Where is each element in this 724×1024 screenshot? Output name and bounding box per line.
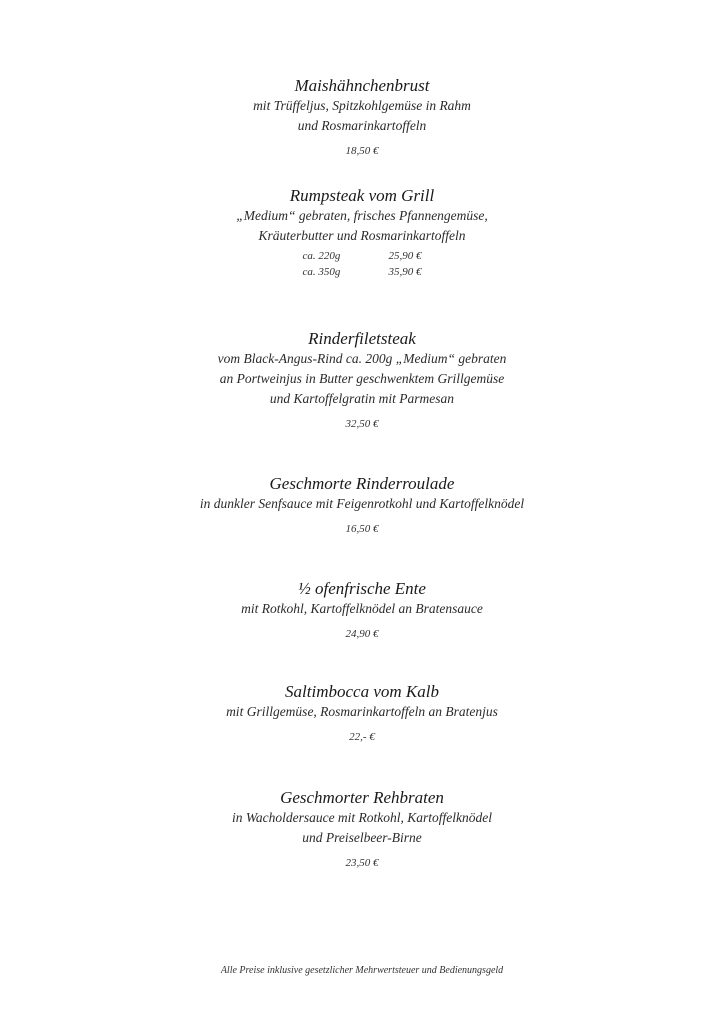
dish-description-line: und Rosmarinkartoffeln xyxy=(297,118,427,133)
dish-description-line: mit Trüffeljus, Spitzkohlgemüse in Rahm xyxy=(253,98,471,113)
dish-price: 23,50 € xyxy=(345,857,379,869)
portion-price: 25,90 € xyxy=(388,250,422,262)
dish-description-line: mit Rotkohl, Kartoffelknödel an Bratensauce xyxy=(241,601,483,616)
dish-title: Saltimbocca vom Kalb xyxy=(285,682,439,701)
dish-description-line: in dunkler Senfsauce mit Feigenrotkohl und Kartoffelknödel xyxy=(199,496,525,511)
portion-size: ca. 350g xyxy=(302,266,341,278)
dish-maishaehnchenbrust xyxy=(0,76,724,158)
dish-title: Rumpsteak vom Grill xyxy=(289,186,435,205)
size-price-row xyxy=(303,248,422,264)
dish-price: 18,50 € xyxy=(345,145,379,157)
dish-title: Geschmorter Rehbraten xyxy=(280,788,444,807)
dish-rinderroulade xyxy=(0,474,724,536)
dish-description-line: mit Grillgemüse, Rosmarinkartoffeln an Bratenjus xyxy=(226,704,498,719)
dish-description-line: Kräuterbutter und Rosmarinkartoffeln xyxy=(258,228,466,243)
dish-description-line: und Preiselbeer-Birne xyxy=(302,830,422,845)
dish-description-line: vom Black-Angus-Rind ca. 200g „Medium“ gebraten xyxy=(217,351,507,366)
dish-rinderfiletsteak xyxy=(0,329,724,431)
portion-size: ca. 220g xyxy=(302,250,341,262)
dish-price: 16,50 € xyxy=(345,523,379,535)
dish-price: 32,50 € xyxy=(345,418,379,430)
dish-price: 22,- € xyxy=(349,731,375,743)
dish-saltimbocca xyxy=(0,682,724,744)
dish-ente xyxy=(0,579,724,641)
dish-description-line: und Kartoffelgratin mit Parmesan xyxy=(269,391,455,406)
dish-description-line: an Portweinjus in Butter geschwenktem Grillgemüse xyxy=(219,371,505,386)
dish-title: Rinderfiletsteak xyxy=(308,329,416,348)
dish-description-line: „Medium“ gebraten, frisches Pfannengemüse, xyxy=(236,208,488,223)
dish-rumpsteak xyxy=(0,186,724,280)
size-price-table xyxy=(303,248,422,280)
dish-description-line: in Wacholdersauce mit Rotkohl, Kartoffelknödel xyxy=(231,810,493,825)
dish-title: Geschmorte Rinderroulade xyxy=(269,474,455,493)
footer-price-note: Alle Preise inklusive gesetzlicher Mehrwertsteuer und Bedienungsgeld xyxy=(220,965,504,976)
dish-rehbraten xyxy=(0,788,724,870)
dish-title: ½ ofenfrische Ente xyxy=(298,579,426,598)
dish-price: 24,90 € xyxy=(345,628,379,640)
size-price-row xyxy=(303,264,422,280)
portion-price: 35,90 € xyxy=(388,266,422,278)
dish-title: Maishähnchenbrust xyxy=(294,76,430,95)
